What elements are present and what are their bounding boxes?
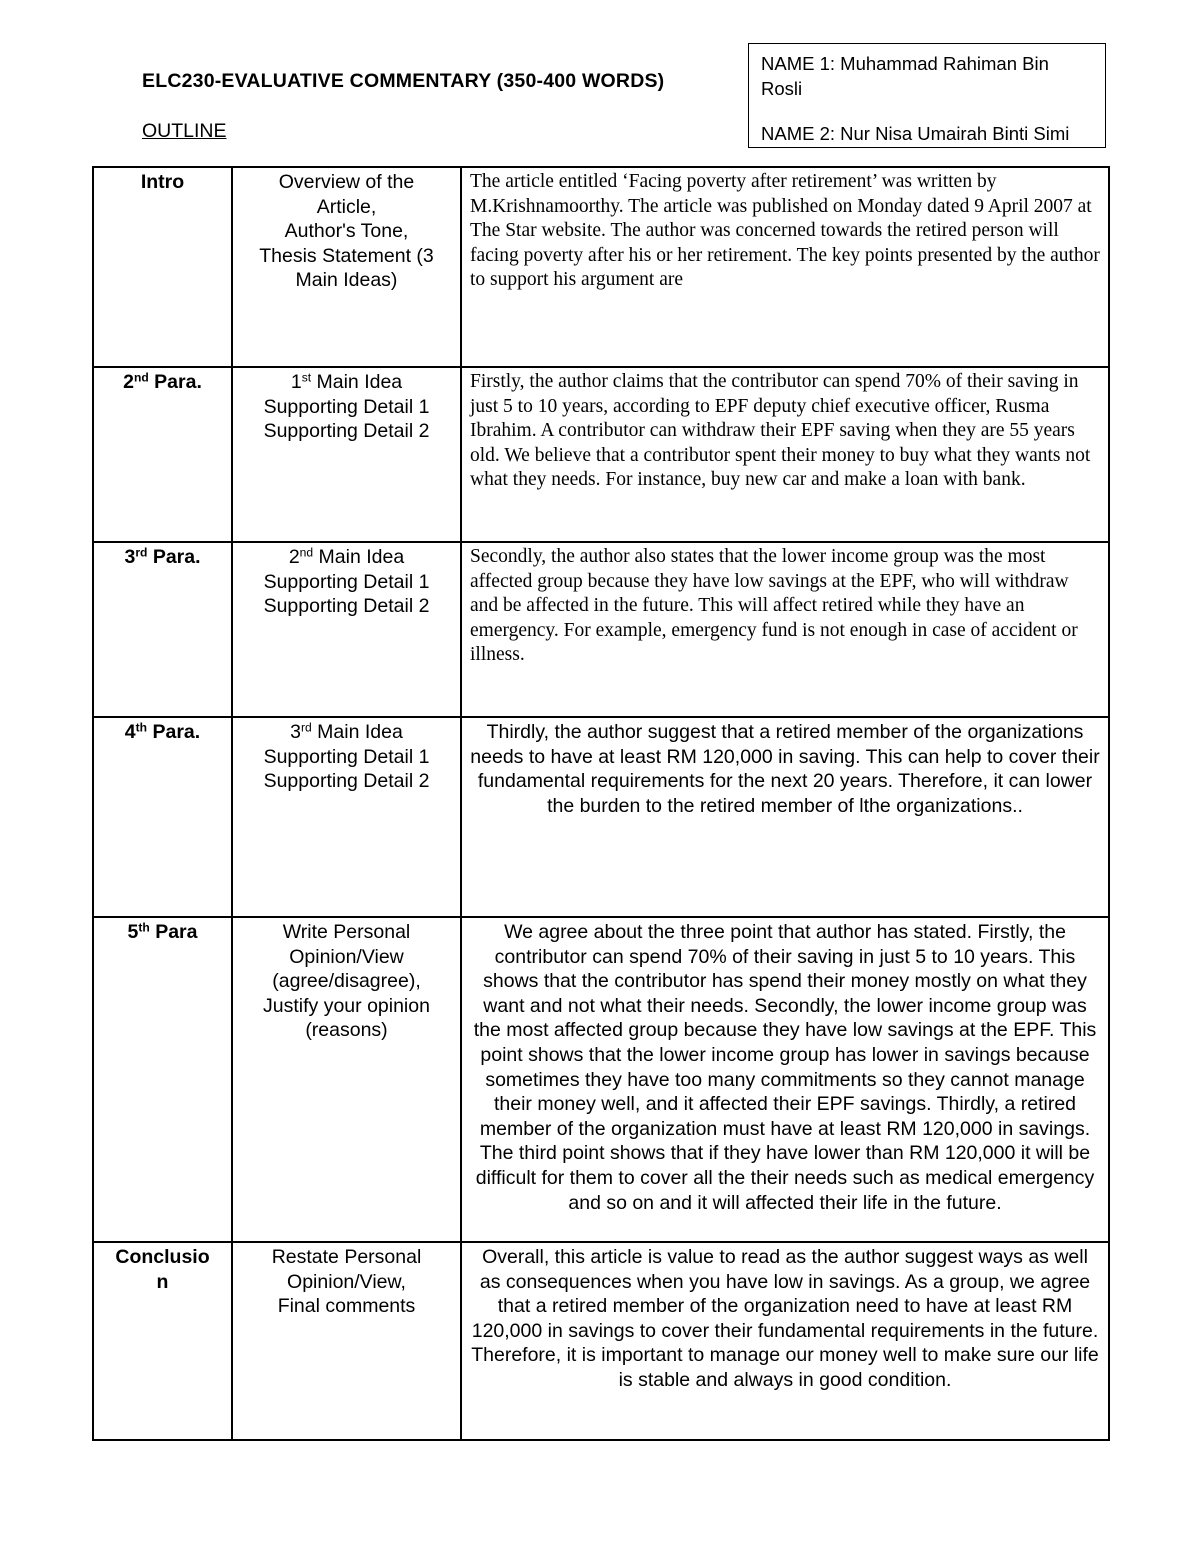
guide-line: Thesis Statement (3 [259,244,434,267]
guide-line: Opinion/View, [287,1270,406,1293]
guide-cell [232,917,461,1242]
guide-line: (agree/disagree), [272,970,421,993]
guide-line: Article, [316,195,377,218]
outline-heading: OUTLINE [142,120,227,142]
section-suffix: Para [149,921,198,943]
guide-main-idea [241,720,452,745]
section-ordinal: nd [133,370,149,385]
section-ordinal: th [138,920,150,935]
section-cell [93,167,232,367]
guide-line: Supporting Detail 2 [263,595,430,618]
names-box [748,43,1106,148]
content-cell: Secondly, the author also states that the lower income group was the most affected group because they have low savings at the EPF, who will withdraw and be affected in the future. This will affect retired while they have an emergency. For example, emergency fund is not enough in case of accident or illness. [461,542,1109,717]
content-cell: Thirdly, the author suggest that a retired member of the organizations needs to have at least RM 120,000 in saving. This can help to cover their fundamental requirements for the next 20 years. Therefore, it can lower the burden to the retired member of lthe organizations.. [461,717,1109,917]
guide-ordinal: rd [301,720,312,735]
guide-line: Write Personal [282,921,411,943]
content-cell: Overall, this article is value to read as the author suggest ways as well as consequences when you have low in savings. As a group, we agree that a retired member of the organization need to have at least RM 120,000 in savings to cover their fundamental requirements in the future. Therefore, it is important to manage our money well to make sure our life is stable and always in good condition. [461,1242,1109,1440]
guide-suffix: Main Idea [311,721,403,743]
section-ordinal: rd [135,545,148,560]
section-suffix: Para. [148,371,202,393]
guide-line: Main Ideas) [295,269,398,292]
section-number: 3 [124,546,136,568]
guide-number: 3 [290,721,302,743]
guide-cell [232,167,461,367]
section-cell [93,367,232,542]
section-cell [93,917,232,1242]
section-suffix: Para. [147,721,201,743]
document-title: ELC230-EVALUATIVE COMMENTARY (350-400 WORDS) [142,70,665,92]
section-number: 5 [127,921,139,943]
section-label: n [156,1270,169,1293]
guide-cell [232,542,461,717]
guide-line: Restate Personal [271,1246,422,1268]
section-cell [93,1242,232,1440]
guide-main-idea [241,370,452,395]
guide-cell [232,1242,461,1440]
table-row-para-5 [93,917,1109,1242]
table-row-intro [93,167,1109,367]
table-row-para-3 [93,542,1109,717]
table-row-para-2 [93,367,1109,542]
guide-line: Overview of the [278,171,415,193]
name-2: NAME 2: Nur Nisa Umairah Binti Simi [761,123,1070,144]
table-row-conclusion [93,1242,1109,1440]
outline-table [92,166,1110,1441]
guide-line: Supporting Detail 1 [263,395,430,418]
content-cell: The article entitled ‘Facing poverty after retirement’ was written by M.Krishnamoorthy. The article was published on Monday dated 9 April 2007 at The Star website. The author was concerned towards the retired person will facing poverty after his or her retirement. The key points presented by the author to support his argument are [461,167,1109,367]
content-cell: We agree about the three point that author has stated. Firstly, the contributor can spend 70% of their saving in just 5 to 10 years. This shows that the contributor has spend their money mostly on what they want and not what their needs. Secondly, the lower income group was the most affected group because they have low savings at the EPF. This point shows that the lower income group has lower in savings because sometimes they have too many commitments so they cannot manage their money well, and it affected their EPF savings. Thirdly, a retired member of the organization must have at least RM 120,000 in savings. The third point shows that if they have lower than RM 120,000 it will be difficult for them to cover all the their needs such as medical emergency and so on and it will affected their life in the future. [461,917,1109,1242]
content-cell: Firstly, the author claims that the contributor can spend 70% of their saving in just 5 to 10 years, according to EPF deputy chief executive officer, Rusma Ibrahim. A contributor can withdraw their EPF saving when they are 55 years old. We believe that a contributor spent their money to buy what they wants not what they needs. For instance, buy new car and make a loan with bank. [461,367,1109,542]
section-number: 4 [124,721,136,743]
guide-line: Justify your opinion [263,994,430,1017]
section-cell [93,542,232,717]
section-suffix: Para. [147,546,201,568]
guide-main-idea [241,545,452,570]
guide-cell [232,367,461,542]
guide-line: Supporting Detail 2 [263,420,430,443]
guide-ordinal: nd [299,545,314,560]
guide-suffix: Main Idea [313,546,405,568]
table-row-para-4 [93,717,1109,917]
guide-number: 2 [288,546,300,568]
guide-line: Opinion/View [289,945,404,968]
section-ordinal: th [135,720,148,735]
guide-line: Final comments [277,1295,416,1318]
guide-line: Supporting Detail 2 [263,770,430,793]
guide-cell [232,717,461,917]
name-1: NAME 1: Muhammad Rahiman Bin Rosli [761,53,1049,99]
guide-number: 1 [290,371,302,393]
section-cell [93,717,232,917]
section-label: Conclusio [115,1246,210,1268]
guide-line: (reasons) [305,1019,388,1042]
guide-ordinal: st [301,370,312,385]
section-number: 2 [123,371,134,393]
guide-line: Supporting Detail 1 [263,570,430,593]
guide-line: Author's Tone, [284,220,409,243]
section-label: Intro [140,171,185,193]
guide-suffix: Main Idea [311,371,403,393]
guide-line: Supporting Detail 1 [263,745,430,768]
